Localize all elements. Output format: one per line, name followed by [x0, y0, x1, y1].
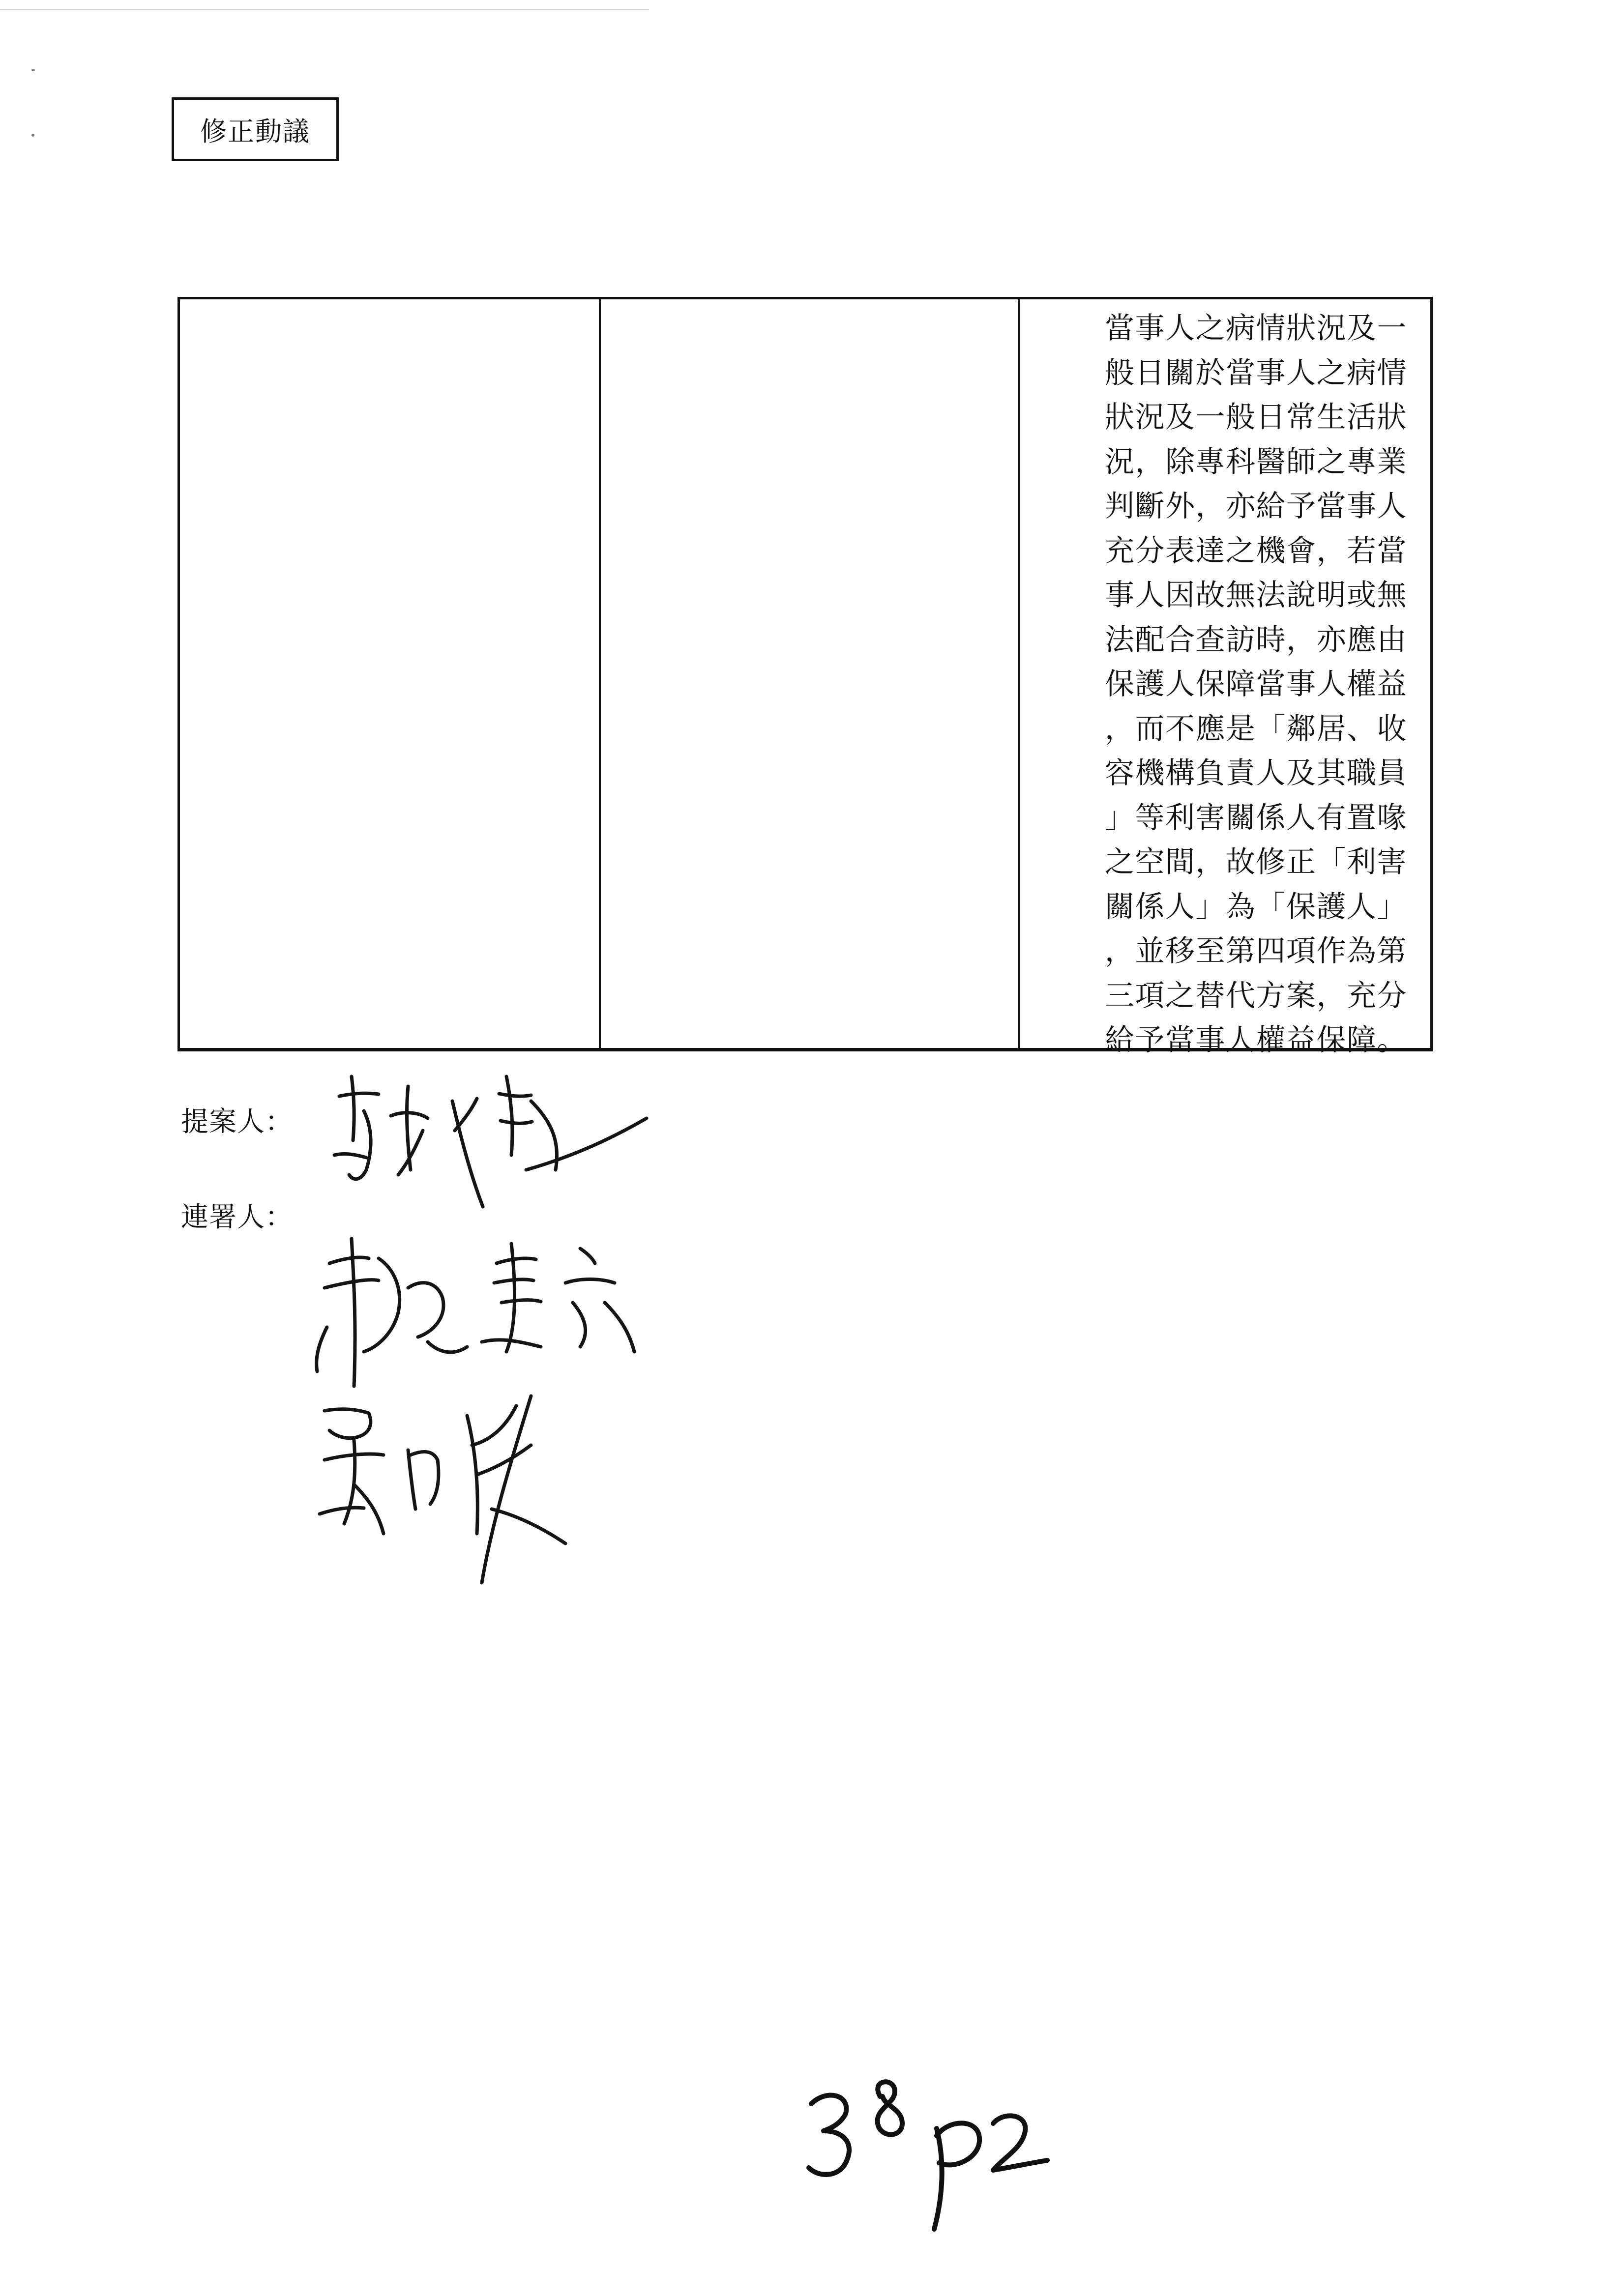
reason-line: 容機構負責人及其職員: [1105, 756, 1407, 790]
scan-speck: [31, 134, 34, 137]
amendment-table: [177, 297, 1433, 1057]
reason-line: ，而不應是「鄰居、收: [1105, 711, 1407, 746]
reason-text: [1105, 306, 1429, 1063]
reason-line: 」等利害關係人有置喙: [1105, 800, 1407, 835]
reason-line: 三項之替代方案，充分: [1105, 978, 1407, 1013]
reason-line: 之空間，故修正「利害: [1105, 845, 1407, 879]
reason-line: 況，除專科醫師之專業: [1105, 444, 1407, 479]
amended-text-cell: [180, 299, 601, 1048]
reason-line: ，並移至第四項作為第: [1105, 934, 1407, 968]
reason-line: 法配合查訪時，亦應由: [1105, 622, 1407, 657]
scan-edge-line: [0, 9, 649, 10]
reason-line: 給予當事人權益保障。: [1105, 1023, 1407, 1057]
reason-cell: [1020, 299, 1430, 1057]
cosigner-signature-1: [305, 1229, 649, 1396]
original-text-cell: [601, 299, 1020, 1048]
reason-line: 關係人」為「保護人」: [1105, 889, 1407, 924]
proposer-signature: [305, 1057, 659, 1219]
reason-line: 當事人之病情狀況及一: [1105, 311, 1407, 346]
reason-line: 充分表達之機會，若當: [1105, 533, 1407, 568]
page-mark: [797, 2069, 1052, 2237]
reason-line: 判斷外，亦給予當事人: [1105, 489, 1407, 523]
cosigner-label: 連署人：: [181, 1201, 293, 1233]
reason-line: 狀況及一般日常生活狀: [1105, 400, 1407, 435]
proposer-label: 提案人：: [181, 1106, 293, 1138]
cosigner-signature-2: [305, 1386, 600, 1593]
reason-line: 事人因故無法說明或無: [1105, 578, 1407, 612]
scan-speck: [31, 69, 35, 71]
reason-line: 般日關於當事人之病情: [1105, 355, 1407, 390]
reason-line: 保護人保障當事人權益: [1105, 667, 1407, 701]
motion-type-label: 修正動議: [172, 97, 339, 161]
